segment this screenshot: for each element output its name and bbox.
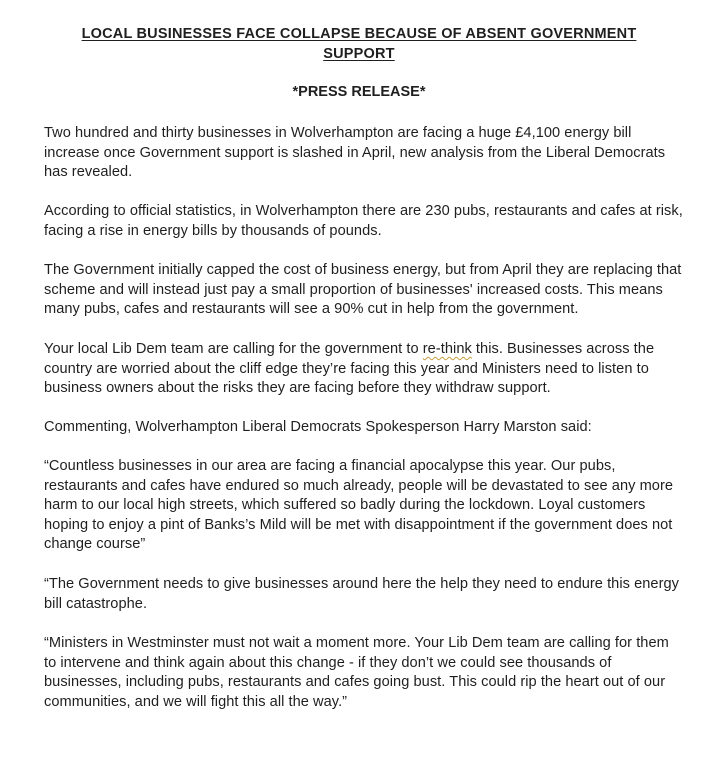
- quote-countless-businesses: “Countless businesses in our area are facing a financial apocalypse this year. Our pubs, restaurants and cafes have endured so much already, people will be devastated to see any more harm to our local high streets, which suffered so badly during the lockdown. Loyal customers hoping to enjoy a pint of Banks’s Mild will be met with disappointment if the government does not change course”: [44, 458, 674, 552]
- paragraph-energy-cap: The Government initially capped the cost of business energy, but from April they are replacing that scheme and will instead just pay a small proportion of businesses' increased costs. This means many pubs, cafes and restaurants will see a 90% cut in help from the government.: [44, 262, 682, 317]
- quote-government-help: “The Government needs to give businesses around here the help they need to endure this energy bill catastrophe.: [44, 576, 680, 612]
- paragraph-text-before: Your local Lib Dem team are calling for the government to: [44, 341, 423, 357]
- quote-ministers-westminster: “Ministers in Westminster must not wait a moment more. Your Lib Dem team are calling for them to intervene and think again about this change - if they don’t we could see thousands of businesses, including pubs, restaurants and cafes going bust. This could rip the heart out of our communities, and we will fight this all the way.”: [44, 635, 669, 710]
- spellcheck-flagged-word[interactable]: re-think: [422, 341, 472, 357]
- press-release-label: *PRESS RELEASE*: [292, 84, 426, 100]
- paragraph-lib-dem-call: [44, 340, 684, 399]
- headline: LOCAL BUSINESSES FACE COLLAPSE BECAUSE OF ABSENT GOVERNMENT SUPPORT: [81, 26, 637, 62]
- paragraph-statistics: According to official statistics, in Wolverhampton there are 230 pubs, restaurants and cafes at risk, facing a rise in energy bills by thousands of pounds.: [44, 203, 683, 239]
- paragraph-commenting: Commenting, Wolverhampton Liberal Democrats Spokesperson Harry Marston said:: [44, 419, 592, 435]
- paragraph-text-after: this. Businesses across the country are worried about the cliff edge they’re facing this year and Ministers need to listen to business owners about the risks they are facing before they withdraw support.: [44, 341, 655, 396]
- paragraph-intro: Two hundred and thirty businesses in Wolverhampton are facing a huge £4,100 energy bill increase once Government support is slashed in April, new analysis from the Liberal Democrats has revealed.: [44, 125, 666, 180]
